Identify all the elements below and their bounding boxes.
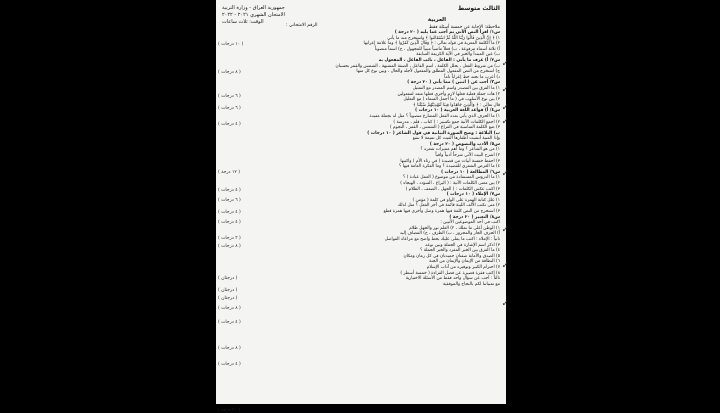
- exam-paper: [216, 0, 509, 413]
- pen-tick-mark: ✓: [501, 261, 509, 271]
- exam-number-label: الرقم الامتحاني :: [286, 23, 318, 28]
- question-line: وإذا المنية أنشبت أظفارها ألفيت كل تميمة لا تنفع: [412, 136, 500, 142]
- question-line: ٤) ما الفرق بين الخبر المفرد والخبر الجملة ؟: [420, 248, 500, 254]
- question-line: ٢) اجمع الكلمات الآتية جمع تكسير : ( كتاب ، قلم ، مدرسة ): [393, 119, 500, 125]
- question-line: ٤) ما الغرض الشعري للقصيدة ؟ وما الفكرة العامة فيها ؟: [398, 164, 500, 170]
- question-line: ١) ﴿ إِنَّ الَّذِينَ قَالُوا رَبُّنَا اللَّهُ ثُمَّ اسْتَقَامُوا ﴾ واستخرج منه ما يأتي: [387, 35, 500, 41]
- question-heading: س٢/ أ) عرف ما يأتي : الفاعل ، نائب الفاعل ، المفعول به: [378, 57, 500, 63]
- question-line: ٧) احترام الكبير وتوقيره من آداب الإسلام: [426, 264, 500, 270]
- question-heading: ب) البلاغة : وضح الصورة البيانية في قول الشاعر ( ١٠ درجات ): [367, 130, 500, 136]
- question-line: ثالثاً : أجب عن سؤال واحد فقط من الأسئلة الاختيارية: [405, 276, 500, 282]
- question-line: قال تعالى : ﴿ وَالَّذِينَ جَاهَدُوا فِينَا لَنَهْدِيَنَّهُمْ سُبُلَنَا ﴾: [413, 102, 500, 108]
- question-line: ٣) بين نوع الأسلوب في ( ما أجمل السماء ) مع التعليل: [403, 97, 500, 103]
- pen-tick-mark: ✓: [501, 85, 509, 95]
- question-heading: س٥/ الأدب والنصوص ( ٢٠ درجة ): [429, 141, 500, 147]
- question-line: ٣) استخرج من النص كلمة فيها همزة وصل وأخرى فيها همزة قطع: [383, 209, 500, 214]
- marks-label: ( ٨ درجات ): [218, 306, 241, 311]
- marks-label: ( ١٢ درجة ): [218, 170, 241, 175]
- question-heading: س١/ اقرأ النص الآتي ثم أجب عما يليه ( ٢٠ درجة ): [394, 30, 500, 35]
- question-line: د) أعرب ما تحته خط إعراباً تاماً: [444, 74, 500, 80]
- questions-body: [218, 30, 500, 413]
- marks-label: ( ٨ درجات ): [218, 70, 241, 75]
- question-heading: س٧/ الإملاء ( ١٠ درجات ): [446, 192, 500, 198]
- pen-tick-mark: ✓: [501, 103, 509, 113]
- question-line: ١) علل كتابة الهمزة على الواو في كلمة ( مؤمن ): [412, 197, 500, 203]
- marks-label: ( ٤ درجات ): [218, 188, 241, 193]
- question-line: مع تمنياتنا لكم بالنجاح والموفقية: [442, 281, 500, 287]
- marks-label: ( درجتان ): [218, 296, 238, 301]
- exam-time: الوقت: ثلاث ساعات: [222, 19, 264, 25]
- marks-label: ( ٦ درجات ): [218, 94, 241, 99]
- question-line: ١) من هو الشاعر ؟ وما أهم مميزات شعره ؟: [420, 147, 500, 153]
- question-line: ١) ما الفرق بين المصدر واسم المصدر مع التمثيل: [412, 85, 500, 91]
- question-line: ب) عين المبتدأ والخبر في الآية الكريمة السابقة: [416, 52, 500, 58]
- marks-label: ( ٢٠ درجة ): [218, 408, 241, 413]
- question-line: أ) ثلاثة أسماء مرفوعة ، ب) فعلاً ماضياً مبنياً للمجهول ، ج) اسماً منصوباً: [374, 46, 500, 52]
- pen-tick-mark: ✓: [501, 59, 509, 69]
- marks-label: ( ٦ درجات ): [218, 198, 241, 203]
- question-heading: س٤/ أ) قواعد اللغة العربية ( ١٠ درجات ): [415, 108, 500, 114]
- marks-label: ( ٨ درجات ): [218, 346, 241, 351]
- question-line: ٣) اكتب عكس الكلمات : ( الجهل ، الضعف ، الظلام ): [405, 186, 500, 192]
- marks-label: ( درجتان ): [218, 276, 238, 281]
- question-line: ٢) اشرح البيت الآتي شرحاً أدبياً وافياً: [435, 153, 500, 159]
- question-line: ٣) احفظ خمسة أبيات من قصيدة ( في رثاء الأم ) واكتبها: [400, 158, 500, 164]
- question-line: ٦) النظافة من الإيمان والإيمان من الجنة: [429, 259, 500, 265]
- question-line: ٨) اكتب فقرة قصيرة عن فضل القراءة ( خمسة أسطر ): [400, 270, 500, 276]
- ministry-info: [222, 5, 285, 26]
- exam-name: الامتحان الشهري ٢٠٢١ - ٢٠٢٢: [222, 12, 285, 18]
- question-heading: س٦/ المطالعة ( ١٠ درجات ): [441, 169, 500, 175]
- exam-note: ملاحظة: الإجابة عن خمسة أسئلة فقط: [428, 25, 500, 30]
- question-line: ثانياً : الإملاء : اكتب ما يملى عليك بخط واضح مع مراعاة الفواصل: [384, 236, 500, 242]
- subject-name: العربية: [427, 17, 446, 23]
- question-line: ٢) ما الكلمة المعربة في قوله تعالى : ﴿ وَقَالَ الَّذِينَ كَفَرُوا ﴾ وما علامة إعرابها: [363, 41, 500, 47]
- marks-label: ( درجتان ): [218, 288, 238, 293]
- marks-label: ( ١٠ درجات ): [218, 42, 244, 47]
- question-line: ج) استخرج من النص المفعول المطلق والمفعول لأجله والحال ، وبين نوع كل منها: [356, 69, 500, 75]
- question-line: ١) ما الدروس المستفادة من موضوع ( العمل عبادة ) ؟: [403, 175, 500, 181]
- marks-label: ( ٦ درجات ): [218, 106, 241, 111]
- marks-label: ( ٤ درجات ): [218, 210, 241, 215]
- marks-label: ( ٤ درجات ): [218, 122, 241, 127]
- question-line: ٣) ضع الكلمة المناسبة في الفراغ ( الشمس ، القمر ، النجوم ): [389, 125, 500, 131]
- marks-label: ( ٨ درجات ): [218, 244, 241, 249]
- exam-level: الثالث متوسط: [458, 5, 500, 12]
- question-line: ٣) اذكر اسم الإشارة في الجملة وبين نوعه: [425, 242, 500, 248]
- question-line: ٢) متى تكتب الألف اللينة قائمة في آخر الفعل ؟ مثل لذلك: [397, 203, 500, 209]
- pen-tick-mark: ✓: [501, 299, 509, 309]
- question-line: ب) من شروط الفعل ، يحلل الكلمة ، اسم الفاعل ، الصفة المشبهة ، الشمس والقمر بحسبان: [335, 63, 500, 69]
- pen-tick-mark: ✓: [501, 169, 509, 179]
- question-heading: س٣/ أجب عن ( اثنين ) مما يأتي ( ٢٠ درجة ): [407, 80, 500, 86]
- marks-label: ( ٤ درجات ): [218, 220, 241, 225]
- question-line: ٥) الصدق والأمانة صفتان حميدتان في كل زمان ومكان: [403, 253, 500, 259]
- marks-label: ( ٤ درجات ): [218, 320, 241, 325]
- question-line: ٢) هات جملة فعلية فعلها لازم وأخرى فعلها متعد لمفعولين: [397, 91, 500, 97]
- question-line: ١) الوطن أغلى ما نملك ، ٢) العلم نور والجهل ظلام: [409, 225, 500, 231]
- question-heading: س٨/ التعبير ( ٢٠ درجة ): [449, 214, 500, 220]
- marks-label: ( ٤ درجات ): [218, 362, 241, 367]
- ministry-name: جمهورية العراق - وزارة التربية: [222, 5, 285, 11]
- question-line: ١) ما الحرف الذي يأتي بعده الفعل المضارع منصوباً ؟ مثل له بجملة مفيدة: [369, 113, 500, 119]
- pen-tick-mark: ✓: [501, 117, 509, 127]
- pen-tick-mark: ✓: [501, 225, 509, 235]
- question-line: اكتب في أحد الموضوعين الآتيين :: [440, 220, 500, 226]
- marks-label: ( ٣ درجات ): [218, 236, 241, 241]
- question-line: ٢) بين معنى الكلمات الآتية : ( اليراع ، السؤدد ، الهيجاء ): [400, 181, 500, 187]
- question-line: أ) الحرف الجار والمجرور ، ب) الظرف ، ج) المضاف إليه: [399, 231, 500, 237]
